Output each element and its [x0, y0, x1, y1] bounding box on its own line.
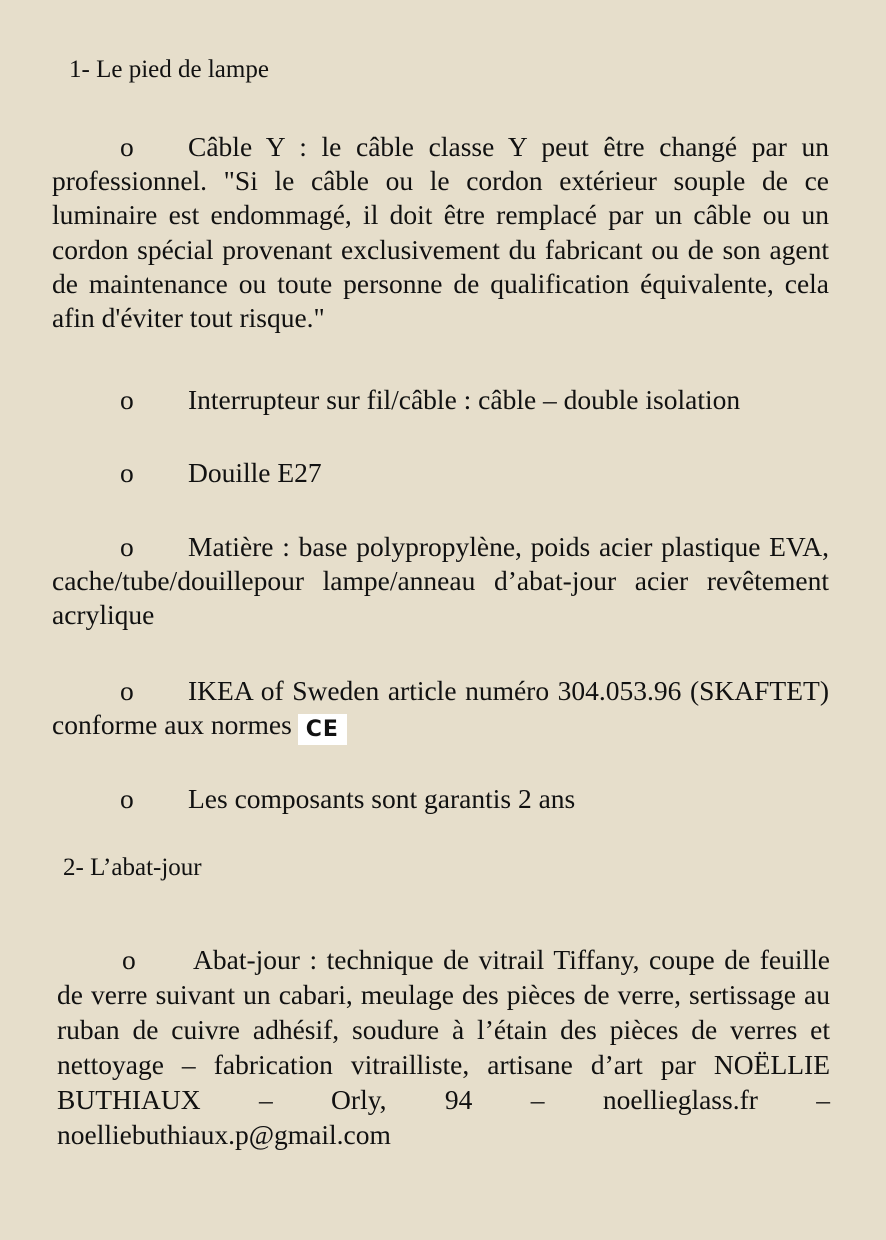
ce-mark-icon: CE — [298, 714, 347, 745]
list-item-text: Matière : base polypropylène, poids acier plastique EVA, cache/tube/douillepour lampe/anneau d’abat-jour acier revêtement acrylique — [52, 531, 829, 631]
list-item-warranty — [52, 782, 829, 816]
bullet: o — [120, 457, 134, 488]
bullet: o — [122, 944, 136, 975]
bullet: o — [120, 675, 134, 706]
list-item-text: Câble Y : le câble classe Y peut être changé par un professionnel. "Si le câble ou le cordon extérieur souple de ce luminaire est endommagé, il doit être remplacé par un câble ou un cordon spécial provenant exclusivement du fabricant ou de son agent de maintenance ou toute personne de qualification équivalente, cela afin d'éviter tout risque." — [52, 131, 829, 334]
list-item-text: Interrupteur sur fil/câble : câble – double isolation — [188, 384, 741, 415]
list-item-lampshade — [57, 942, 830, 1152]
list-item-ikea-reference — [52, 674, 829, 745]
list-item-switch — [52, 383, 829, 417]
section-heading-lampshade: 2- L’abat-jour — [63, 854, 202, 881]
list-item-material — [52, 530, 829, 633]
section-heading-lamp-base: 1- Le pied de lampe — [69, 56, 269, 83]
bullet: o — [120, 384, 134, 415]
list-item-text: Abat-jour : technique de vitrail Tiffany, coupe de feuille de verre suivant un cabari, meulage des pièces de verre, sertissage au ruban de cuivre adhésif, soudure à l’étain des pièces de verres et nettoyage – fabrication vitrailliste, artisane d’art par NOËLLIE BUTHIAUX – Orly, 94 – noellieglass.fr – noelliebuthiaux.p@gmail.com — [57, 944, 830, 1150]
list-item-text: IKEA of Sweden article numéro 304.053.96 (SKAFTET) conforme aux normes — [52, 675, 829, 741]
bullet: o — [120, 783, 134, 814]
list-item-text: Douille E27 — [188, 457, 322, 488]
list-item-text: Les composants sont garantis 2 ans — [188, 783, 576, 814]
bullet: o — [120, 131, 134, 162]
list-item-cable — [52, 130, 829, 335]
bullet: o — [120, 531, 134, 562]
list-item-socket — [52, 456, 829, 490]
